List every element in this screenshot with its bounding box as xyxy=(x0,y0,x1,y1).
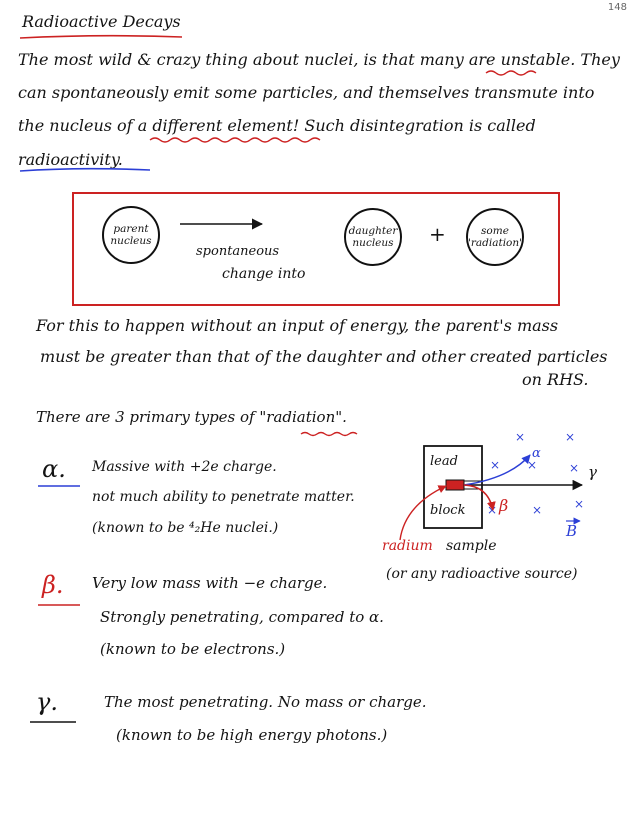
parent-label: parent xyxy=(113,223,149,235)
alpha-line-2: not much ability to penetrate matter. xyxy=(92,489,355,505)
beta-ray-label: β xyxy=(499,496,509,515)
field-cross: × xyxy=(487,503,498,517)
intro-line-3: the nucleus of a different element! Such disintegration is called xyxy=(18,116,536,135)
different-element-underline xyxy=(150,138,320,142)
gamma-symbol: γ. xyxy=(36,688,58,716)
field-label: B xyxy=(566,522,578,540)
radium-pointer xyxy=(400,486,446,540)
radiation-label: "radiation" xyxy=(466,237,524,249)
page-title: Radioactive Decays xyxy=(22,12,181,31)
field-cross: × xyxy=(565,430,576,444)
field-cross: × xyxy=(574,497,585,511)
intro-line-4: radioactivity. xyxy=(18,150,123,169)
gamma-line-1: The most penetrating. No mass or charge. xyxy=(104,693,427,711)
title-underline xyxy=(20,36,182,38)
intro-line-1: The most wild & crazy thing about nuclei, is that many are unstable. They xyxy=(18,50,620,69)
source-note: (or any radioactive source) xyxy=(386,566,578,582)
daughter-nucleus-label: nucleus xyxy=(352,237,394,249)
types-intro: There are 3 primary types of "radiation". xyxy=(36,408,347,426)
energy-note-line-3: on RHS. xyxy=(522,370,589,389)
radium-sample xyxy=(446,480,464,490)
intro-line-2: can spontaneously emit some particles, and themselves transmute into xyxy=(18,83,595,102)
arrow-label-2: change into xyxy=(222,266,306,282)
page-number: 148 xyxy=(607,2,627,13)
gamma-line-2: (known to be high energy photons.) xyxy=(116,726,388,744)
alpha-ray-label: α xyxy=(532,446,541,461)
alpha-line-1: Massive with +2e charge. xyxy=(92,459,277,475)
block-label: block xyxy=(430,503,466,518)
field-cross: × xyxy=(532,503,543,517)
field-cross: × xyxy=(527,458,538,472)
energy-note-line-1: For this to happen without an input of energy, the parent's mass xyxy=(36,316,559,335)
some-label: some xyxy=(481,225,509,237)
field-cross: × xyxy=(515,430,526,444)
radiation-underline xyxy=(301,433,357,436)
beta-line-2: Strongly penetrating, compared to α. xyxy=(100,608,384,626)
unstable-underline xyxy=(486,71,536,75)
radium-label: radium xyxy=(382,538,433,554)
field-cross: × xyxy=(569,461,580,475)
alpha-symbol: α. xyxy=(42,455,66,483)
daughter-label: daughter xyxy=(348,225,398,237)
beta-line-1: Very low mass with −e charge. xyxy=(92,574,328,592)
sample-label: sample xyxy=(446,538,497,554)
energy-note-line-2: must be greater than that of the daughter and other created particles xyxy=(40,347,608,366)
gamma-ray-label: γ xyxy=(588,463,597,481)
lead-label: lead xyxy=(430,454,458,469)
alpha-line-3: (known to be ⁴₂He nuclei.) xyxy=(92,520,279,536)
nucleus-label: nucleus xyxy=(110,235,152,247)
plus-sign: + xyxy=(429,222,446,246)
arrow-label-1: spontaneous xyxy=(196,244,280,259)
radioactivity-underline xyxy=(20,169,150,171)
beta-symbol: β. xyxy=(42,571,64,599)
field-cross: × xyxy=(490,458,501,472)
beta-line-3: (known to be electrons.) xyxy=(100,640,286,658)
